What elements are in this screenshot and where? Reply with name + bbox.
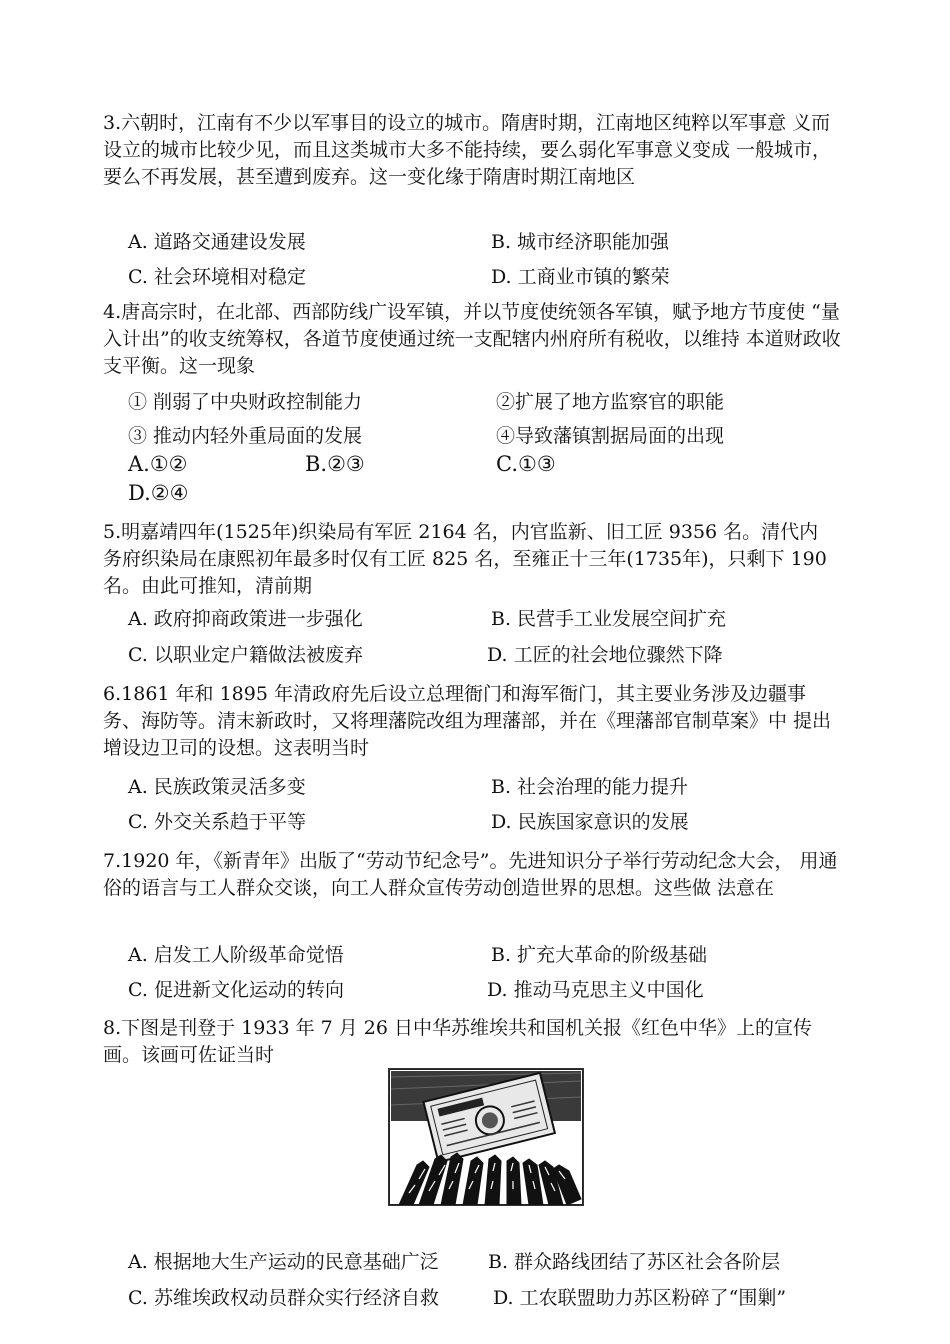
question-3-option-b: B. 城市经济职能加强 [491, 231, 670, 253]
propaganda-print-drawing [389, 1069, 583, 1205]
question-3-option-a: A. 道路交通建设发展 [128, 231, 306, 253]
question-7-stem [103, 848, 843, 902]
question-4-statement-2: ②扩展了地方监察官的职能 [496, 391, 725, 413]
question-3-stem [103, 110, 843, 191]
question-6-number: 6. [103, 683, 122, 705]
question-8-text: 下图是刊登于 1933 年 7 月 26 日中华苏维埃共和国机关报《红色中华》上的宣传 画。该画可佐证当时 [103, 1017, 812, 1066]
question-8-option-a: A. 根据地大生产运动的民意基础广泛 [128, 1251, 439, 1273]
question-4-stem [103, 299, 843, 380]
question-8-stem [103, 1015, 843, 1069]
question-7-option-a: A. 启发工人阶级革命觉悟 [128, 944, 344, 966]
question-8-number: 8. [103, 1017, 122, 1039]
question-7-text: 1920 年，《新青年》出版了“劳动节纪念号”。先进知识分子举行劳动纪念大会， 用通俗的语言与工人群众交谈，向工人群众宣传劳动创造世界的思想。这些做 法意在 [103, 850, 838, 899]
question-6-option-b: B. 社会治理的能力提升 [491, 776, 689, 798]
question-4-option-c: C.①③ [496, 452, 556, 476]
question-5-option-b: B. 民营手工业发展空间扩充 [491, 608, 727, 630]
question-7-option-b: B. 扩充大革命的阶级基础 [491, 944, 708, 966]
question-4-option-a: A.①② [128, 452, 188, 476]
question-4-statement-3: ③ 推动内轻外重局面的发展 [128, 425, 363, 447]
question-4-statement-4: ④导致藩镇割据局面的出现 [496, 425, 725, 447]
question-5-stem [103, 519, 843, 600]
question-8-option-b: B. 群众路线团结了苏区社会各阶层 [488, 1251, 781, 1273]
question-5-number: 5. [103, 521, 122, 543]
question-6-option-d: D. 民族国家意识的发展 [491, 811, 689, 833]
question-8-option-d: D. 工农联盟助力苏区粉碎了“围剿” [493, 1287, 787, 1309]
question-3-number: 3. [103, 112, 122, 134]
question-3-option-c: C. 社会环境相对稳定 [128, 266, 306, 288]
question-4-option-b: B.②③ [305, 452, 365, 476]
question-5-text: 明嘉靖四年(1525年)织染局有军匠 2164 名，内官监新、旧工匠 9356 名。清代内 务府织染局在康熙初年最多时仅有工匠 825 名，至雍正十三年(1735年)，只剩下 190 名。由此可推知，清前期 [103, 521, 827, 597]
question-7-option-d: D. 推动马克思主义中国化 [487, 979, 704, 1001]
question-3-option-d: D. 工商业市镇的繁荣 [491, 266, 670, 288]
question-8-option-c: C. 苏维埃政权动员群众实行经济自救 [128, 1287, 439, 1309]
question-6-text: 1861 年和 1895 年清政府先后设立总理衙门和海军衙门，其主要业务涉及边疆事 务、海防等。清末新政时，又将理藩院改组为理藩部，并在《理藩部官制草案》中 提出增设边卫司的设想。这表明当时 [103, 683, 832, 759]
question-6-option-a: A. 民族政策灵活多变 [128, 776, 306, 798]
question-7-option-c: C. 促进新文化运动的转向 [128, 979, 344, 1001]
question-6-option-c: C. 外交关系趋于平等 [128, 811, 306, 833]
question-6-stem [103, 681, 843, 762]
question-4-option-d: D.②④ [128, 481, 189, 505]
propaganda-print-image [388, 1068, 584, 1206]
question-5-option-a: A. 政府抑商政策进一步强化 [128, 608, 363, 630]
question-3-text: 六朝时，江南有不少以军事目的设立的城市。隋唐时期，江南地区纯粹以军事意 义而设立的城市比较少见，而且这类城市大多不能持续，要么弱化军事意义变成 一般城市，要么不再发展，甚至遭到废弃。这一变化缘于隋唐时期江南地区 [103, 112, 832, 188]
question-7-number: 7. [103, 850, 122, 872]
question-4-statement-1: ① 削弱了中央财政控制能力 [128, 391, 363, 413]
question-4-number: 4. [103, 301, 122, 323]
question-5-option-c: C. 以职业定户籍做法被废弃 [128, 644, 363, 666]
question-5-option-d: D. 工匠的社会地位骤然下降 [487, 644, 723, 666]
question-4-text: 唐高宗时，在北部、西部防线广设军镇，并以节度使统领各军镇，赋予地方节度使 “量入计出”的收支统筹权，各道节度使通过统一支配辖内州府所有税收，以维持 本道财政收支平衡。这一现象 [103, 301, 841, 377]
